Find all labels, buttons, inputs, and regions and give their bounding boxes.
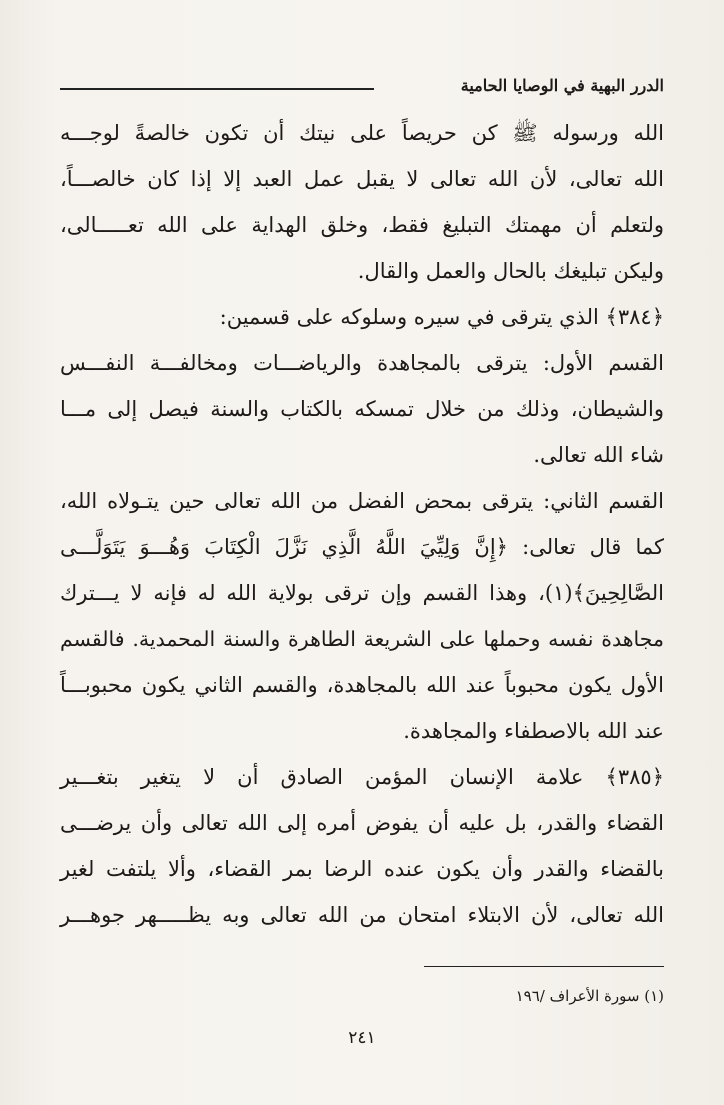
text-line-11: الصَّالِحِينَ﴾(١)، وهذا القسم وإن ترقى بولاية الله له فإنه لا يـــترك bbox=[60, 581, 664, 605]
page-number: ٢٤١ bbox=[348, 1028, 376, 1048]
text-line-1: الله ورسوله ﷺ كن حريصاً على نيتك أن تكون خالصةً لوجـــه bbox=[60, 121, 664, 145]
text-line-2: الله تعالى، لأن الله تعالى لا يقبل عمل العبد إلا إذا كان خالصـــاً، bbox=[60, 167, 664, 191]
footnote: (١) سورة الأعراف /١٩٦ bbox=[515, 987, 664, 1005]
text-line-10: كما قال تعالى: ﴿إِنَّ وَلِيِّيَ اللَّهُ الَّذِي نَزَّلَ الْكِتَابَ وَهُـــوَ يَتَوَلَّـــى bbox=[60, 535, 664, 559]
text-line-17: بالقضاء والقدر وأن يكون عنده الرضا بمر القضاء، وألا يلتفت لغير bbox=[60, 857, 664, 881]
text-line-6: القسم الأول: يترقى بالمجاهدة والرياضـــات ومخالفـــة النفـــس bbox=[60, 351, 664, 375]
text-line-7: والشيطان، وذلك من خلال تمسكه بالكتاب والسنة فيصل إلى مـــا bbox=[60, 397, 664, 421]
text-line-12: مجاهدة نفسه وحملها على الشريعة الطاهرة والسنة المحمدية. فالقسم bbox=[60, 627, 664, 651]
running-header bbox=[60, 68, 664, 108]
text-line-9: القسم الثاني: يترقى بمحض الفضل من الله تعالى حين يتـولاه الله، bbox=[60, 489, 664, 513]
text-line-4: وليكن تبليغك بالحال والعمل والقال. bbox=[357, 259, 664, 283]
text-line-8: شاء الله تعالى. bbox=[533, 443, 664, 467]
text-line-16: القضاء والقدر، بل عليه أن يفوض أمره إلى الله تعالى وأن يرضـــى bbox=[60, 811, 664, 835]
text-line-14: عند الله بالاصطفاء والمجاهدة. bbox=[403, 719, 664, 743]
footnote-rule bbox=[424, 966, 664, 967]
header-title: الدرر البهية في الوصايا الحامية bbox=[460, 76, 664, 95]
text-line-13: الأول يكون محبوباً عند الله بالمجاهدة، والقسم الثاني يكون محبوبـــاً bbox=[60, 673, 664, 697]
header-rule bbox=[60, 88, 374, 90]
body-text bbox=[60, 110, 664, 938]
text-line-3: ولتعلم أن مهمتك التبليغ فقط، وخلق الهداية على الله تعـــــالى، bbox=[60, 213, 664, 237]
section-heading-384: ﴿٣٨٤﴾ الذي يترقى في سيره وسلوكه على قسمين: bbox=[219, 305, 664, 329]
text-line-18: الله تعالى، لأن الابتلاء امتحان من الله تعالى وبه يظـــــهر جوهـــر bbox=[60, 903, 664, 927]
section-heading-385: ﴿٣٨٥﴾ علامة الإنسان المؤمن الصادق أن لا يتغير بتغـــير bbox=[60, 765, 664, 789]
